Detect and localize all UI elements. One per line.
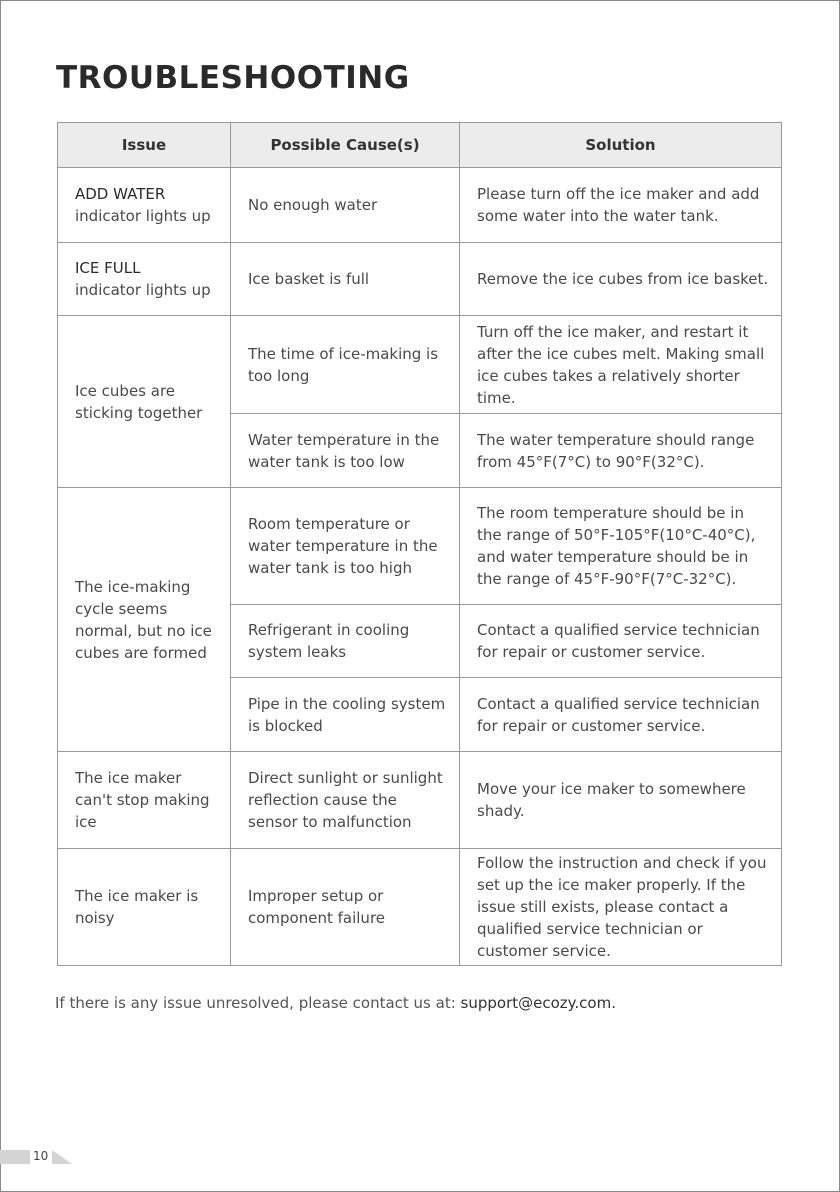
table-row bbox=[58, 316, 782, 414]
solution-cell: Please turn off the ice maker and add some water into the water tank. bbox=[460, 168, 782, 243]
table-row bbox=[58, 752, 782, 849]
cause-cell: Improper setup or component failure bbox=[231, 849, 460, 966]
cause-cell: Room temperature or water temperature in the water tank is too high bbox=[231, 488, 460, 605]
solution-cell: The water temperature should range from 45°F(7°C) to 90°F(32°C). bbox=[460, 414, 782, 488]
header-solution: Solution bbox=[460, 123, 782, 168]
issue-cell: The ice maker is noisy bbox=[58, 849, 231, 966]
issue-text: indicator lights up bbox=[75, 281, 211, 299]
header-possible-causes: Possible Cause(s) bbox=[231, 123, 460, 168]
cause-cell: The time of ice-making is too long bbox=[231, 316, 460, 414]
issue-cell bbox=[58, 168, 231, 243]
issue-cell: Ice cubes are sticking together bbox=[58, 316, 231, 488]
table-row bbox=[58, 488, 782, 605]
issue-text: indicator lights up bbox=[75, 207, 211, 225]
issue-cell bbox=[58, 243, 231, 316]
page-number-tab bbox=[0, 1150, 72, 1164]
table-header-row bbox=[58, 123, 782, 168]
table-row bbox=[58, 168, 782, 243]
solution-cell: Follow the instruction and check if you set up the ice maker properly. If the issue still exists, please contact a qualified service technician or customer service. bbox=[460, 849, 782, 966]
cause-cell: Refrigerant in cooling system leaks bbox=[231, 605, 460, 678]
page-tab-bar bbox=[0, 1150, 30, 1164]
solution-cell: Contact a qualified service technician for repair or customer service. bbox=[460, 605, 782, 678]
issue-cell: The ice maker can't stop making ice bbox=[58, 752, 231, 849]
header-issue: Issue bbox=[58, 123, 231, 168]
cause-cell: Pipe in the cooling system is blocked bbox=[231, 678, 460, 752]
page-tab-arrow bbox=[52, 1150, 72, 1164]
page-title: TROUBLESHOOTING bbox=[56, 60, 410, 96]
solution-cell: Turn off the ice maker, and restart it after the ice cubes melt. Making small ice cubes takes a relatively shorter time. bbox=[460, 316, 782, 414]
support-email-link[interactable]: support@ecozy.com. bbox=[460, 994, 616, 1012]
issue-cell: The ice-making cycle seems normal, but no ice cubes are formed bbox=[58, 488, 231, 752]
troubleshooting-table bbox=[57, 122, 782, 966]
cause-cell: Ice basket is full bbox=[231, 243, 460, 316]
solution-cell: Contact a qualified service technician for repair or customer service. bbox=[460, 678, 782, 752]
solution-cell: Move your ice maker to somewhere shady. bbox=[460, 752, 782, 849]
table-row bbox=[58, 849, 782, 966]
cause-cell: Water temperature in the water tank is too low bbox=[231, 414, 460, 488]
footer-contact-note bbox=[55, 994, 616, 1012]
cause-cell: No enough water bbox=[231, 168, 460, 243]
table-row bbox=[58, 243, 782, 316]
cause-cell: Direct sunlight or sunlight reflection cause the sensor to malfunction bbox=[231, 752, 460, 849]
issue-indicator-name: ADD WATER bbox=[75, 185, 166, 203]
solution-cell: The room temperature should be in the range of 50°F-105°F(10°C-40°C), and water temperature should be in the range of 45°F-90°F(7°C-32°C). bbox=[460, 488, 782, 605]
issue-indicator-name: ICE FULL bbox=[75, 259, 141, 277]
solution-cell: Remove the ice cubes from ice basket. bbox=[460, 243, 782, 316]
page-number: 10 bbox=[33, 1149, 49, 1163]
footer-text: If there is any issue unresolved, please contact us at: bbox=[55, 994, 461, 1012]
